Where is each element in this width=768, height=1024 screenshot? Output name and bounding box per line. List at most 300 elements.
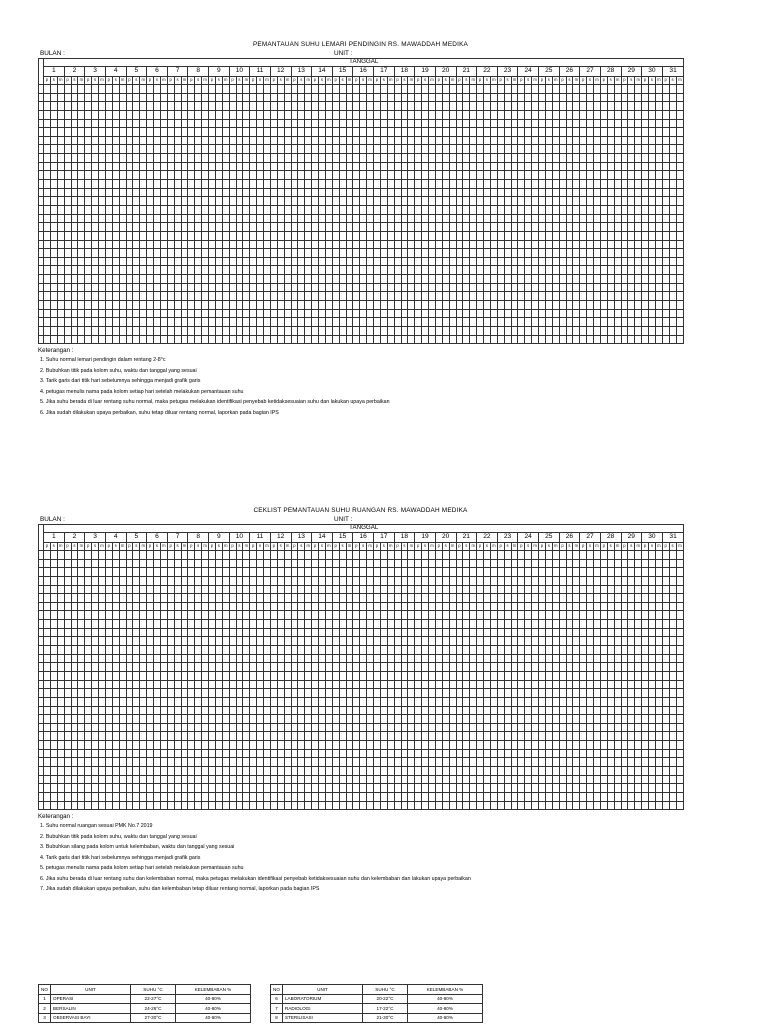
grid-cell[interactable] <box>319 145 326 154</box>
grid-cell[interactable] <box>195 188 202 197</box>
grid-cell[interactable] <box>511 249 518 258</box>
grid-cell[interactable] <box>353 180 360 189</box>
grid-cell[interactable] <box>456 257 463 266</box>
grid-cell[interactable] <box>566 292 573 301</box>
grid-cell[interactable] <box>422 102 429 111</box>
grid-cell[interactable] <box>635 223 642 232</box>
grid-cell[interactable] <box>470 275 477 284</box>
grid-cell[interactable] <box>209 171 216 180</box>
grid-cell[interactable] <box>64 188 71 197</box>
grid-cell[interactable] <box>669 335 676 344</box>
grid-cell[interactable] <box>44 637 51 646</box>
grid-cell[interactable] <box>594 654 601 663</box>
grid-cell[interactable] <box>566 637 573 646</box>
grid-cell[interactable] <box>676 335 684 344</box>
grid-cell[interactable] <box>525 654 532 663</box>
grid-cell[interactable] <box>305 309 312 318</box>
grid-cell[interactable] <box>209 628 216 637</box>
grid-cell[interactable] <box>181 551 188 560</box>
grid-cell[interactable] <box>456 240 463 249</box>
grid-cell[interactable] <box>154 697 161 706</box>
grid-cell[interactable] <box>387 188 394 197</box>
grid-cell[interactable] <box>429 275 436 284</box>
grid-cell[interactable] <box>332 637 339 646</box>
grid-cell[interactable] <box>99 697 106 706</box>
grid-cell[interactable] <box>456 214 463 223</box>
grid-cell[interactable] <box>662 301 669 310</box>
grid-cell[interactable] <box>160 706 167 715</box>
grid-cell[interactable] <box>319 611 326 620</box>
grid-cell[interactable] <box>298 171 305 180</box>
grid-cell[interactable] <box>635 637 642 646</box>
grid-cell[interactable] <box>215 110 222 119</box>
grid-cell[interactable] <box>525 205 532 214</box>
grid-cell[interactable] <box>215 326 222 335</box>
grid-cell[interactable] <box>119 671 126 680</box>
grid-cell[interactable] <box>312 85 319 94</box>
grid-cell[interactable] <box>215 568 222 577</box>
grid-cell[interactable] <box>339 663 346 672</box>
grid-cell[interactable] <box>222 301 229 310</box>
grid-cell[interactable] <box>181 205 188 214</box>
grid-cell[interactable] <box>202 628 209 637</box>
grid-cell[interactable] <box>78 85 85 94</box>
grid-cell[interactable] <box>511 611 518 620</box>
grid-cell[interactable] <box>518 102 525 111</box>
grid-cell[interactable] <box>298 680 305 689</box>
grid-cell[interactable] <box>442 93 449 102</box>
grid-cell[interactable] <box>470 309 477 318</box>
grid-cell[interactable] <box>126 568 133 577</box>
grid-cell[interactable] <box>202 110 209 119</box>
grid-cell[interactable] <box>57 594 64 603</box>
grid-cell[interactable] <box>566 240 573 249</box>
grid-cell[interactable] <box>209 231 216 240</box>
grid-cell[interactable] <box>566 301 573 310</box>
grid-cell[interactable] <box>85 257 92 266</box>
grid-cell[interactable] <box>621 637 628 646</box>
grid-cell[interactable] <box>422 551 429 560</box>
grid-cell[interactable] <box>50 335 57 344</box>
grid-cell[interactable] <box>215 671 222 680</box>
grid-cell[interactable] <box>449 162 456 171</box>
grid-cell[interactable] <box>429 689 436 698</box>
grid-cell[interactable] <box>497 646 504 655</box>
grid-cell[interactable] <box>408 85 415 94</box>
grid-cell[interactable] <box>614 231 621 240</box>
grid-cell[interactable] <box>119 594 126 603</box>
grid-cell[interactable] <box>339 136 346 145</box>
grid-cell[interactable] <box>71 663 78 672</box>
grid-cell[interactable] <box>429 671 436 680</box>
grid-cell[interactable] <box>642 335 649 344</box>
grid-cell[interactable] <box>319 110 326 119</box>
grid-cell[interactable] <box>154 671 161 680</box>
grid-cell[interactable] <box>559 671 566 680</box>
grid-cell[interactable] <box>78 249 85 258</box>
grid-cell[interactable] <box>222 257 229 266</box>
grid-cell[interactable] <box>44 318 51 327</box>
grid-cell[interactable] <box>332 231 339 240</box>
grid-cell[interactable] <box>367 654 374 663</box>
grid-cell[interactable] <box>470 128 477 137</box>
grid-cell[interactable] <box>78 301 85 310</box>
grid-cell[interactable] <box>539 85 546 94</box>
grid-cell[interactable] <box>78 128 85 137</box>
grid-cell[interactable] <box>346 576 353 585</box>
grid-cell[interactable] <box>202 145 209 154</box>
grid-cell[interactable] <box>305 559 312 568</box>
grid-cell[interactable] <box>415 551 422 560</box>
grid-cell[interactable] <box>270 646 277 655</box>
grid-cell[interactable] <box>525 162 532 171</box>
grid-cell[interactable] <box>566 646 573 655</box>
grid-cell[interactable] <box>429 585 436 594</box>
grid-cell[interactable] <box>422 110 429 119</box>
grid-cell[interactable] <box>112 110 119 119</box>
grid-cell[interactable] <box>167 240 174 249</box>
grid-cell[interactable] <box>607 628 614 637</box>
grid-cell[interactable] <box>339 637 346 646</box>
grid-cell[interactable] <box>85 102 92 111</box>
grid-cell[interactable] <box>277 292 284 301</box>
grid-cell[interactable] <box>525 559 532 568</box>
grid-cell[interactable] <box>277 671 284 680</box>
grid-cell[interactable] <box>442 628 449 637</box>
grid-cell[interactable] <box>387 671 394 680</box>
grid-cell[interactable] <box>332 646 339 655</box>
grid-cell[interactable] <box>621 162 628 171</box>
grid-cell[interactable] <box>394 283 401 292</box>
grid-cell[interactable] <box>71 119 78 128</box>
grid-cell[interactable] <box>291 197 298 206</box>
grid-cell[interactable] <box>545 559 552 568</box>
grid-cell[interactable] <box>99 646 106 655</box>
grid-cell[interactable] <box>154 594 161 603</box>
grid-cell[interactable] <box>71 93 78 102</box>
grid-cell[interactable] <box>112 309 119 318</box>
grid-cell[interactable] <box>422 214 429 223</box>
grid-cell[interactable] <box>277 266 284 275</box>
grid-cell[interactable] <box>257 266 264 275</box>
grid-cell[interactable] <box>580 283 587 292</box>
grid-cell[interactable] <box>470 559 477 568</box>
grid-cell[interactable] <box>442 602 449 611</box>
grid-cell[interactable] <box>44 706 51 715</box>
grid-cell[interactable] <box>236 594 243 603</box>
grid-cell[interactable] <box>456 292 463 301</box>
grid-cell[interactable] <box>518 326 525 335</box>
grid-cell[interactable] <box>463 93 470 102</box>
grid-cell[interactable] <box>449 266 456 275</box>
grid-cell[interactable] <box>518 145 525 154</box>
grid-cell[interactable] <box>566 249 573 258</box>
grid-cell[interactable] <box>484 663 491 672</box>
grid-cell[interactable] <box>594 680 601 689</box>
grid-cell[interactable] <box>222 283 229 292</box>
grid-cell[interactable] <box>559 102 566 111</box>
grid-cell[interactable] <box>312 154 319 163</box>
grid-cell[interactable] <box>243 706 250 715</box>
grid-cell[interactable] <box>635 326 642 335</box>
grid-cell[interactable] <box>429 136 436 145</box>
grid-cell[interactable] <box>614 576 621 585</box>
grid-cell[interactable] <box>552 205 559 214</box>
grid-cell[interactable] <box>518 646 525 655</box>
grid-cell[interactable] <box>387 136 394 145</box>
grid-cell[interactable] <box>270 585 277 594</box>
grid-cell[interactable] <box>105 145 112 154</box>
grid-cell[interactable] <box>257 292 264 301</box>
grid-cell[interactable] <box>559 663 566 672</box>
grid-cell[interactable] <box>174 594 181 603</box>
grid-cell[interactable] <box>504 128 511 137</box>
grid-cell[interactable] <box>174 266 181 275</box>
grid-cell[interactable] <box>387 602 394 611</box>
grid-cell[interactable] <box>50 257 57 266</box>
grid-cell[interactable] <box>167 559 174 568</box>
grid-cell[interactable] <box>305 154 312 163</box>
grid-cell[interactable] <box>160 335 167 344</box>
grid-cell[interactable] <box>415 326 422 335</box>
grid-cell[interactable] <box>160 309 167 318</box>
grid-cell[interactable] <box>99 162 106 171</box>
grid-cell[interactable] <box>367 231 374 240</box>
grid-cell[interactable] <box>532 568 539 577</box>
grid-cell[interactable] <box>305 249 312 258</box>
grid-cell[interactable] <box>456 697 463 706</box>
grid-cell[interactable] <box>305 594 312 603</box>
grid-cell[interactable] <box>587 283 594 292</box>
grid-cell[interactable] <box>463 119 470 128</box>
grid-cell[interactable] <box>332 654 339 663</box>
grid-cell[interactable] <box>291 594 298 603</box>
grid-cell[interactable] <box>559 654 566 663</box>
grid-cell[interactable] <box>401 257 408 266</box>
grid-cell[interactable] <box>484 715 491 724</box>
grid-cell[interactable] <box>85 706 92 715</box>
grid-cell[interactable] <box>202 559 209 568</box>
grid-cell[interactable] <box>264 568 271 577</box>
grid-cell[interactable] <box>669 145 676 154</box>
grid-cell[interactable] <box>490 145 497 154</box>
grid-cell[interactable] <box>264 223 271 232</box>
grid-cell[interactable] <box>484 197 491 206</box>
grid-cell[interactable] <box>154 715 161 724</box>
grid-cell[interactable] <box>188 568 195 577</box>
grid-cell[interactable] <box>442 128 449 137</box>
grid-cell[interactable] <box>243 257 250 266</box>
grid-cell[interactable] <box>518 231 525 240</box>
grid-cell[interactable] <box>147 110 154 119</box>
grid-cell[interactable] <box>532 128 539 137</box>
grid-cell[interactable] <box>580 697 587 706</box>
grid-cell[interactable] <box>442 154 449 163</box>
grid-cell[interactable] <box>490 689 497 698</box>
grid-cell[interactable] <box>291 110 298 119</box>
grid-cell[interactable] <box>92 706 99 715</box>
grid-cell[interactable] <box>394 637 401 646</box>
grid-cell[interactable] <box>250 576 257 585</box>
grid-cell[interactable] <box>50 119 57 128</box>
grid-cell[interactable] <box>215 309 222 318</box>
grid-cell[interactable] <box>140 611 147 620</box>
grid-cell[interactable] <box>463 551 470 560</box>
grid-cell[interactable] <box>119 188 126 197</box>
grid-cell[interactable] <box>566 275 573 284</box>
grid-cell[interactable] <box>222 145 229 154</box>
grid-cell[interactable] <box>305 301 312 310</box>
grid-cell[interactable] <box>284 309 291 318</box>
grid-cell[interactable] <box>484 301 491 310</box>
grid-cell[interactable] <box>435 576 442 585</box>
grid-cell[interactable] <box>518 162 525 171</box>
grid-cell[interactable] <box>539 611 546 620</box>
grid-cell[interactable] <box>229 292 236 301</box>
grid-cell[interactable] <box>312 145 319 154</box>
grid-cell[interactable] <box>353 551 360 560</box>
grid-cell[interactable] <box>676 188 684 197</box>
grid-cell[interactable] <box>607 576 614 585</box>
grid-cell[interactable] <box>99 628 106 637</box>
grid-cell[interactable] <box>140 326 147 335</box>
grid-cell[interactable] <box>511 292 518 301</box>
grid-cell[interactable] <box>50 611 57 620</box>
grid-cell[interactable] <box>545 335 552 344</box>
grid-cell[interactable] <box>209 128 216 137</box>
grid-cell[interactable] <box>470 119 477 128</box>
grid-cell[interactable] <box>380 93 387 102</box>
grid-cell[interactable] <box>456 680 463 689</box>
grid-cell[interactable] <box>511 301 518 310</box>
grid-cell[interactable] <box>126 119 133 128</box>
grid-cell[interactable] <box>518 680 525 689</box>
grid-cell[interactable] <box>580 611 587 620</box>
grid-cell[interactable] <box>463 663 470 672</box>
grid-cell[interactable] <box>325 628 332 637</box>
grid-cell[interactable] <box>85 568 92 577</box>
grid-cell[interactable] <box>367 602 374 611</box>
grid-cell[interactable] <box>298 275 305 284</box>
grid-cell[interactable] <box>497 602 504 611</box>
grid-cell[interactable] <box>298 266 305 275</box>
grid-cell[interactable] <box>580 326 587 335</box>
grid-cell[interactable] <box>676 559 684 568</box>
grid-cell[interactable] <box>140 266 147 275</box>
grid-cell[interactable] <box>415 628 422 637</box>
grid-cell[interactable] <box>539 671 546 680</box>
grid-cell[interactable] <box>669 689 676 698</box>
grid-cell[interactable] <box>518 171 525 180</box>
grid-cell[interactable] <box>215 602 222 611</box>
grid-cell[interactable] <box>99 102 106 111</box>
grid-cell[interactable] <box>92 309 99 318</box>
grid-cell[interactable] <box>105 620 112 629</box>
grid-cell[interactable] <box>539 568 546 577</box>
grid-cell[interactable] <box>112 119 119 128</box>
grid-cell[interactable] <box>291 715 298 724</box>
grid-cell[interactable] <box>387 154 394 163</box>
grid-cell[interactable] <box>64 231 71 240</box>
grid-cell[interactable] <box>449 318 456 327</box>
grid-cell[interactable] <box>600 663 607 672</box>
grid-cell[interactable] <box>319 128 326 137</box>
grid-cell[interactable] <box>374 128 381 137</box>
grid-cell[interactable] <box>270 205 277 214</box>
grid-cell[interactable] <box>215 197 222 206</box>
grid-cell[interactable] <box>628 663 635 672</box>
grid-cell[interactable] <box>360 697 367 706</box>
grid-cell[interactable] <box>442 654 449 663</box>
grid-cell[interactable] <box>250 594 257 603</box>
grid-cell[interactable] <box>387 559 394 568</box>
grid-cell[interactable] <box>669 119 676 128</box>
grid-cell[interactable] <box>332 576 339 585</box>
grid-cell[interactable] <box>312 585 319 594</box>
grid-cell[interactable] <box>539 637 546 646</box>
grid-cell[interactable] <box>353 637 360 646</box>
grid-cell[interactable] <box>50 85 57 94</box>
grid-cell[interactable] <box>167 551 174 560</box>
grid-cell[interactable] <box>435 301 442 310</box>
grid-cell[interactable] <box>305 611 312 620</box>
grid-cell[interactable] <box>44 654 51 663</box>
grid-cell[interactable] <box>64 326 71 335</box>
grid-cell[interactable] <box>580 335 587 344</box>
grid-cell[interactable] <box>257 301 264 310</box>
grid-cell[interactable] <box>662 292 669 301</box>
grid-cell[interactable] <box>490 620 497 629</box>
grid-cell[interactable] <box>195 576 202 585</box>
grid-cell[interactable] <box>380 223 387 232</box>
grid-cell[interactable] <box>160 119 167 128</box>
grid-cell[interactable] <box>470 180 477 189</box>
grid-cell[interactable] <box>236 231 243 240</box>
grid-cell[interactable] <box>140 93 147 102</box>
grid-cell[interactable] <box>552 223 559 232</box>
grid-cell[interactable] <box>614 266 621 275</box>
grid-cell[interactable] <box>429 301 436 310</box>
grid-cell[interactable] <box>463 568 470 577</box>
grid-cell[interactable] <box>415 275 422 284</box>
grid-cell[interactable] <box>264 326 271 335</box>
grid-cell[interactable] <box>408 197 415 206</box>
grid-cell[interactable] <box>669 249 676 258</box>
grid-cell[interactable] <box>490 663 497 672</box>
grid-cell[interactable] <box>655 197 662 206</box>
grid-cell[interactable] <box>484 654 491 663</box>
grid-cell[interactable] <box>477 611 484 620</box>
grid-cell[interactable] <box>92 568 99 577</box>
grid-cell[interactable] <box>140 249 147 258</box>
grid-cell[interactable] <box>477 171 484 180</box>
grid-cell[interactable] <box>380 611 387 620</box>
grid-cell[interactable] <box>449 301 456 310</box>
grid-cell[interactable] <box>594 697 601 706</box>
grid-cell[interactable] <box>490 85 497 94</box>
grid-cell[interactable] <box>566 197 573 206</box>
grid-cell[interactable] <box>614 128 621 137</box>
grid-cell[interactable] <box>525 249 532 258</box>
grid-cell[interactable] <box>621 205 628 214</box>
grid-cell[interactable] <box>594 318 601 327</box>
grid-cell[interactable] <box>587 559 594 568</box>
grid-cell[interactable] <box>243 223 250 232</box>
grid-cell[interactable] <box>202 335 209 344</box>
grid-cell[interactable] <box>669 197 676 206</box>
grid-cell[interactable] <box>284 620 291 629</box>
grid-cell[interactable] <box>594 706 601 715</box>
